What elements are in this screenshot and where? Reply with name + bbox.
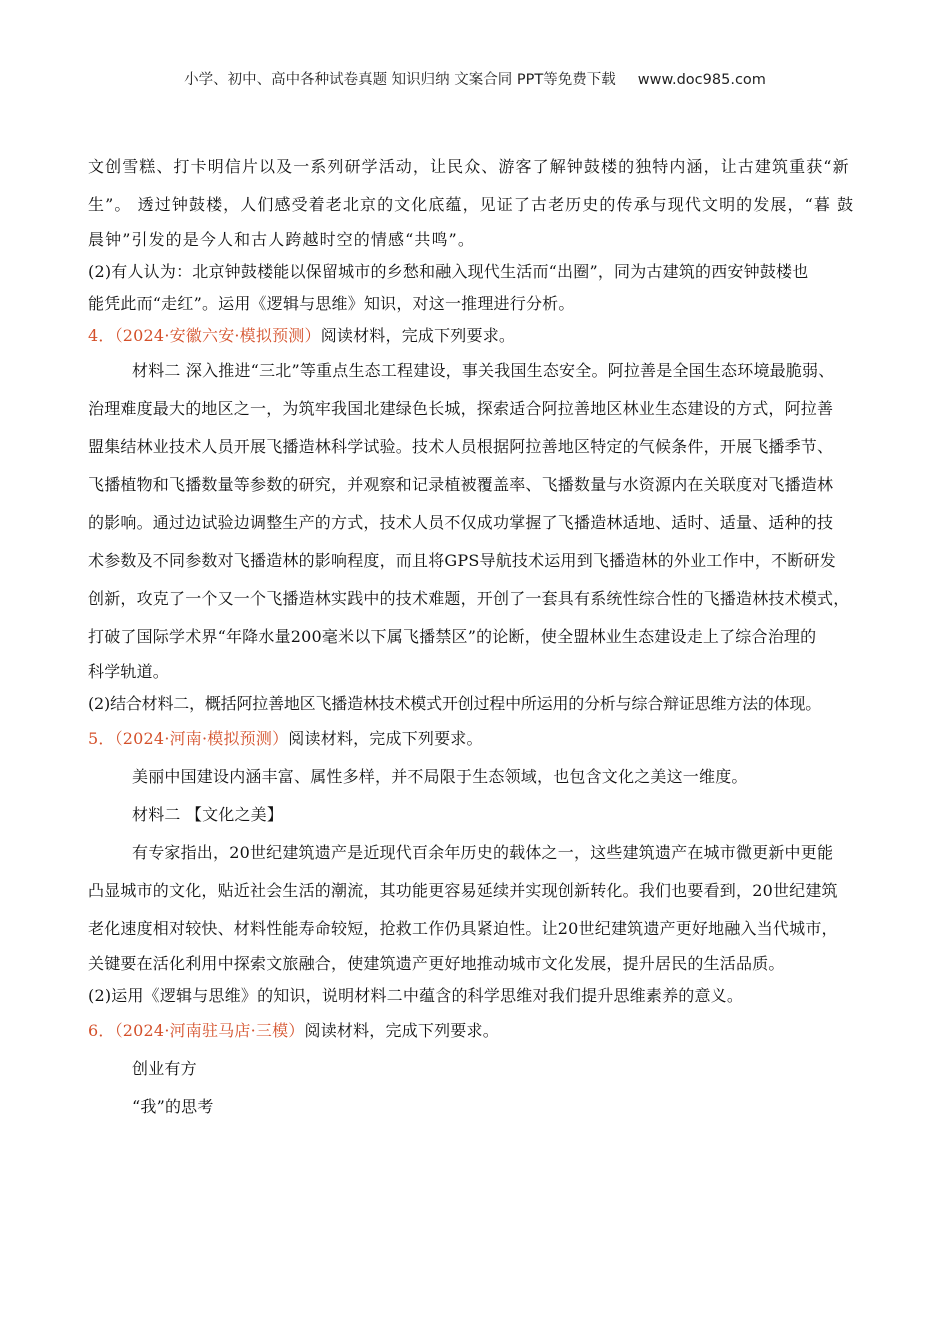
question-number: 4． — [88, 326, 115, 345]
question-heading — [88, 1012, 864, 1050]
material-line: 盟集结林业技术人员开展飞播造林科学试验。技术人员根据阿拉善地区特定的气候条件，开展飞播季节、 — [88, 437, 834, 456]
subheading: 创业有方 — [132, 1059, 197, 1078]
material-line: 术参数及不同参数对飞播造林的影响程度，而且将GPS导航技术运用到飞播造林的外业工作中，不断研发 — [88, 551, 836, 570]
question-source: （2024·河南驻马店·三模） — [114, 1021, 305, 1040]
material-line: 材料二 深入推进“三北”等重点生态工程建设，事关我国生态安全。阿拉善是全国生态环境最脆弱、 — [132, 361, 835, 380]
question-prompt: 阅读材料，完成下列要求。 — [304, 1021, 499, 1040]
question-source: （2024·安徽六安·模拟预测） — [114, 326, 321, 345]
question-line: (2)有人认为：北京钟鼓楼能以保留城市的乡愁和融入现代生活而“出圈”，同为古建筑的西安钟鼓楼也 — [88, 262, 809, 281]
question-number: 6． — [88, 1021, 115, 1040]
question-line: 能凭此而“走红”。运用《逻辑与思维》知识，对这一推理进行分析。 — [88, 294, 575, 313]
material-line: 创新，攻克了一个又一个飞播造林实践中的技术难题，开创了一套具有系统性综合性的飞播造林技术模式， — [88, 589, 850, 608]
paragraph-line: 文创雪糕、打卡明信片以及一系列研学活动，让民众、游客了解钟鼓楼的独特内涵，让古建筑重获“新 — [88, 157, 850, 176]
question-line: (2)运用《逻辑与思维》的知识，说明材料二中蕴含的科学思维对我们提升思维素养的意义。 — [88, 986, 744, 1005]
header-site-link[interactable]: www.doc985.com — [637, 72, 766, 88]
material-intro: 美丽中国建设内涵丰富、属性多样，并不局限于生态领域，也包含文化之美这一维度。 — [132, 767, 748, 786]
header-text: 小学、初中、高中各种试卷真题 知识归纳 文案合同 PPT等免费下载 — [184, 72, 616, 88]
subheading: “我”的思考 — [132, 1097, 214, 1116]
material-line: 关键要在活化利用中探索文旅融合，使建筑遗产更好地推动城市文化发展，提升居民的生活品质。 — [88, 954, 785, 973]
material-line: 的影响。通过边试验边调整生产的方式，技术人员不仅成功掌握了飞播造林适地、适时、适量、适种的技 — [88, 513, 834, 532]
material-title: 材料二 【文化之美】 — [132, 805, 284, 824]
material-line: 打破了国际学术界“年降水量200毫米以下属飞播禁区”的论断，使全盟林业生态建设走上了综合治理的 — [88, 627, 817, 646]
document-body — [88, 148, 864, 1126]
question-source: （2024·河南·模拟预测） — [114, 729, 289, 748]
question-prompt: 阅读材料，完成下列要求。 — [288, 729, 483, 748]
material-line: 飞播植物和飞播数量等参数的研究，并观察和记录植被覆盖率、飞播数量与水资源内在关联度对飞播造林 — [88, 475, 834, 494]
material-line: 凸显城市的文化，贴近社会生活的潮流，其功能更容易延续并实现创新转化。我们也要看到，20世纪建筑 — [88, 881, 838, 900]
page-header — [0, 68, 950, 89]
material-line: 科学轨道。 — [88, 662, 170, 681]
question-heading — [88, 720, 864, 758]
paragraph-line: 生”。 透过钟鼓楼，人们感受着老北京的文化底蕴，见证了古老历史的传承与现代文明的发展，“暮 鼓 — [88, 195, 855, 214]
question-line: (2)结合材料二，概括阿拉善地区飞播造林技术模式开创过程中所运用的分析与综合辩证思维方法的体现。 — [88, 694, 822, 713]
question-heading — [88, 320, 864, 352]
paragraph-line: 晨钟”引发的是今人和古人跨越时空的情感“共鸣”。 — [88, 230, 475, 249]
material-line: 有专家指出，20世纪建筑遗产是近现代百余年历史的载体之一，这些建筑遗产在城市微更新中更能 — [132, 843, 834, 862]
question-number: 5． — [88, 729, 115, 748]
material-line: 治理难度最大的地区之一，为筑牢我国北建绿色长城，探索适合阿拉善地区林业生态建设的方式，阿拉善 — [88, 399, 834, 418]
material-line: 老化速度相对较快、材料性能寿命较短，抢救工作仍具紧迫性。让20世纪建筑遗产更好地融入当代城市， — [88, 919, 838, 938]
question-prompt: 阅读材料，完成下列要求。 — [320, 326, 516, 345]
